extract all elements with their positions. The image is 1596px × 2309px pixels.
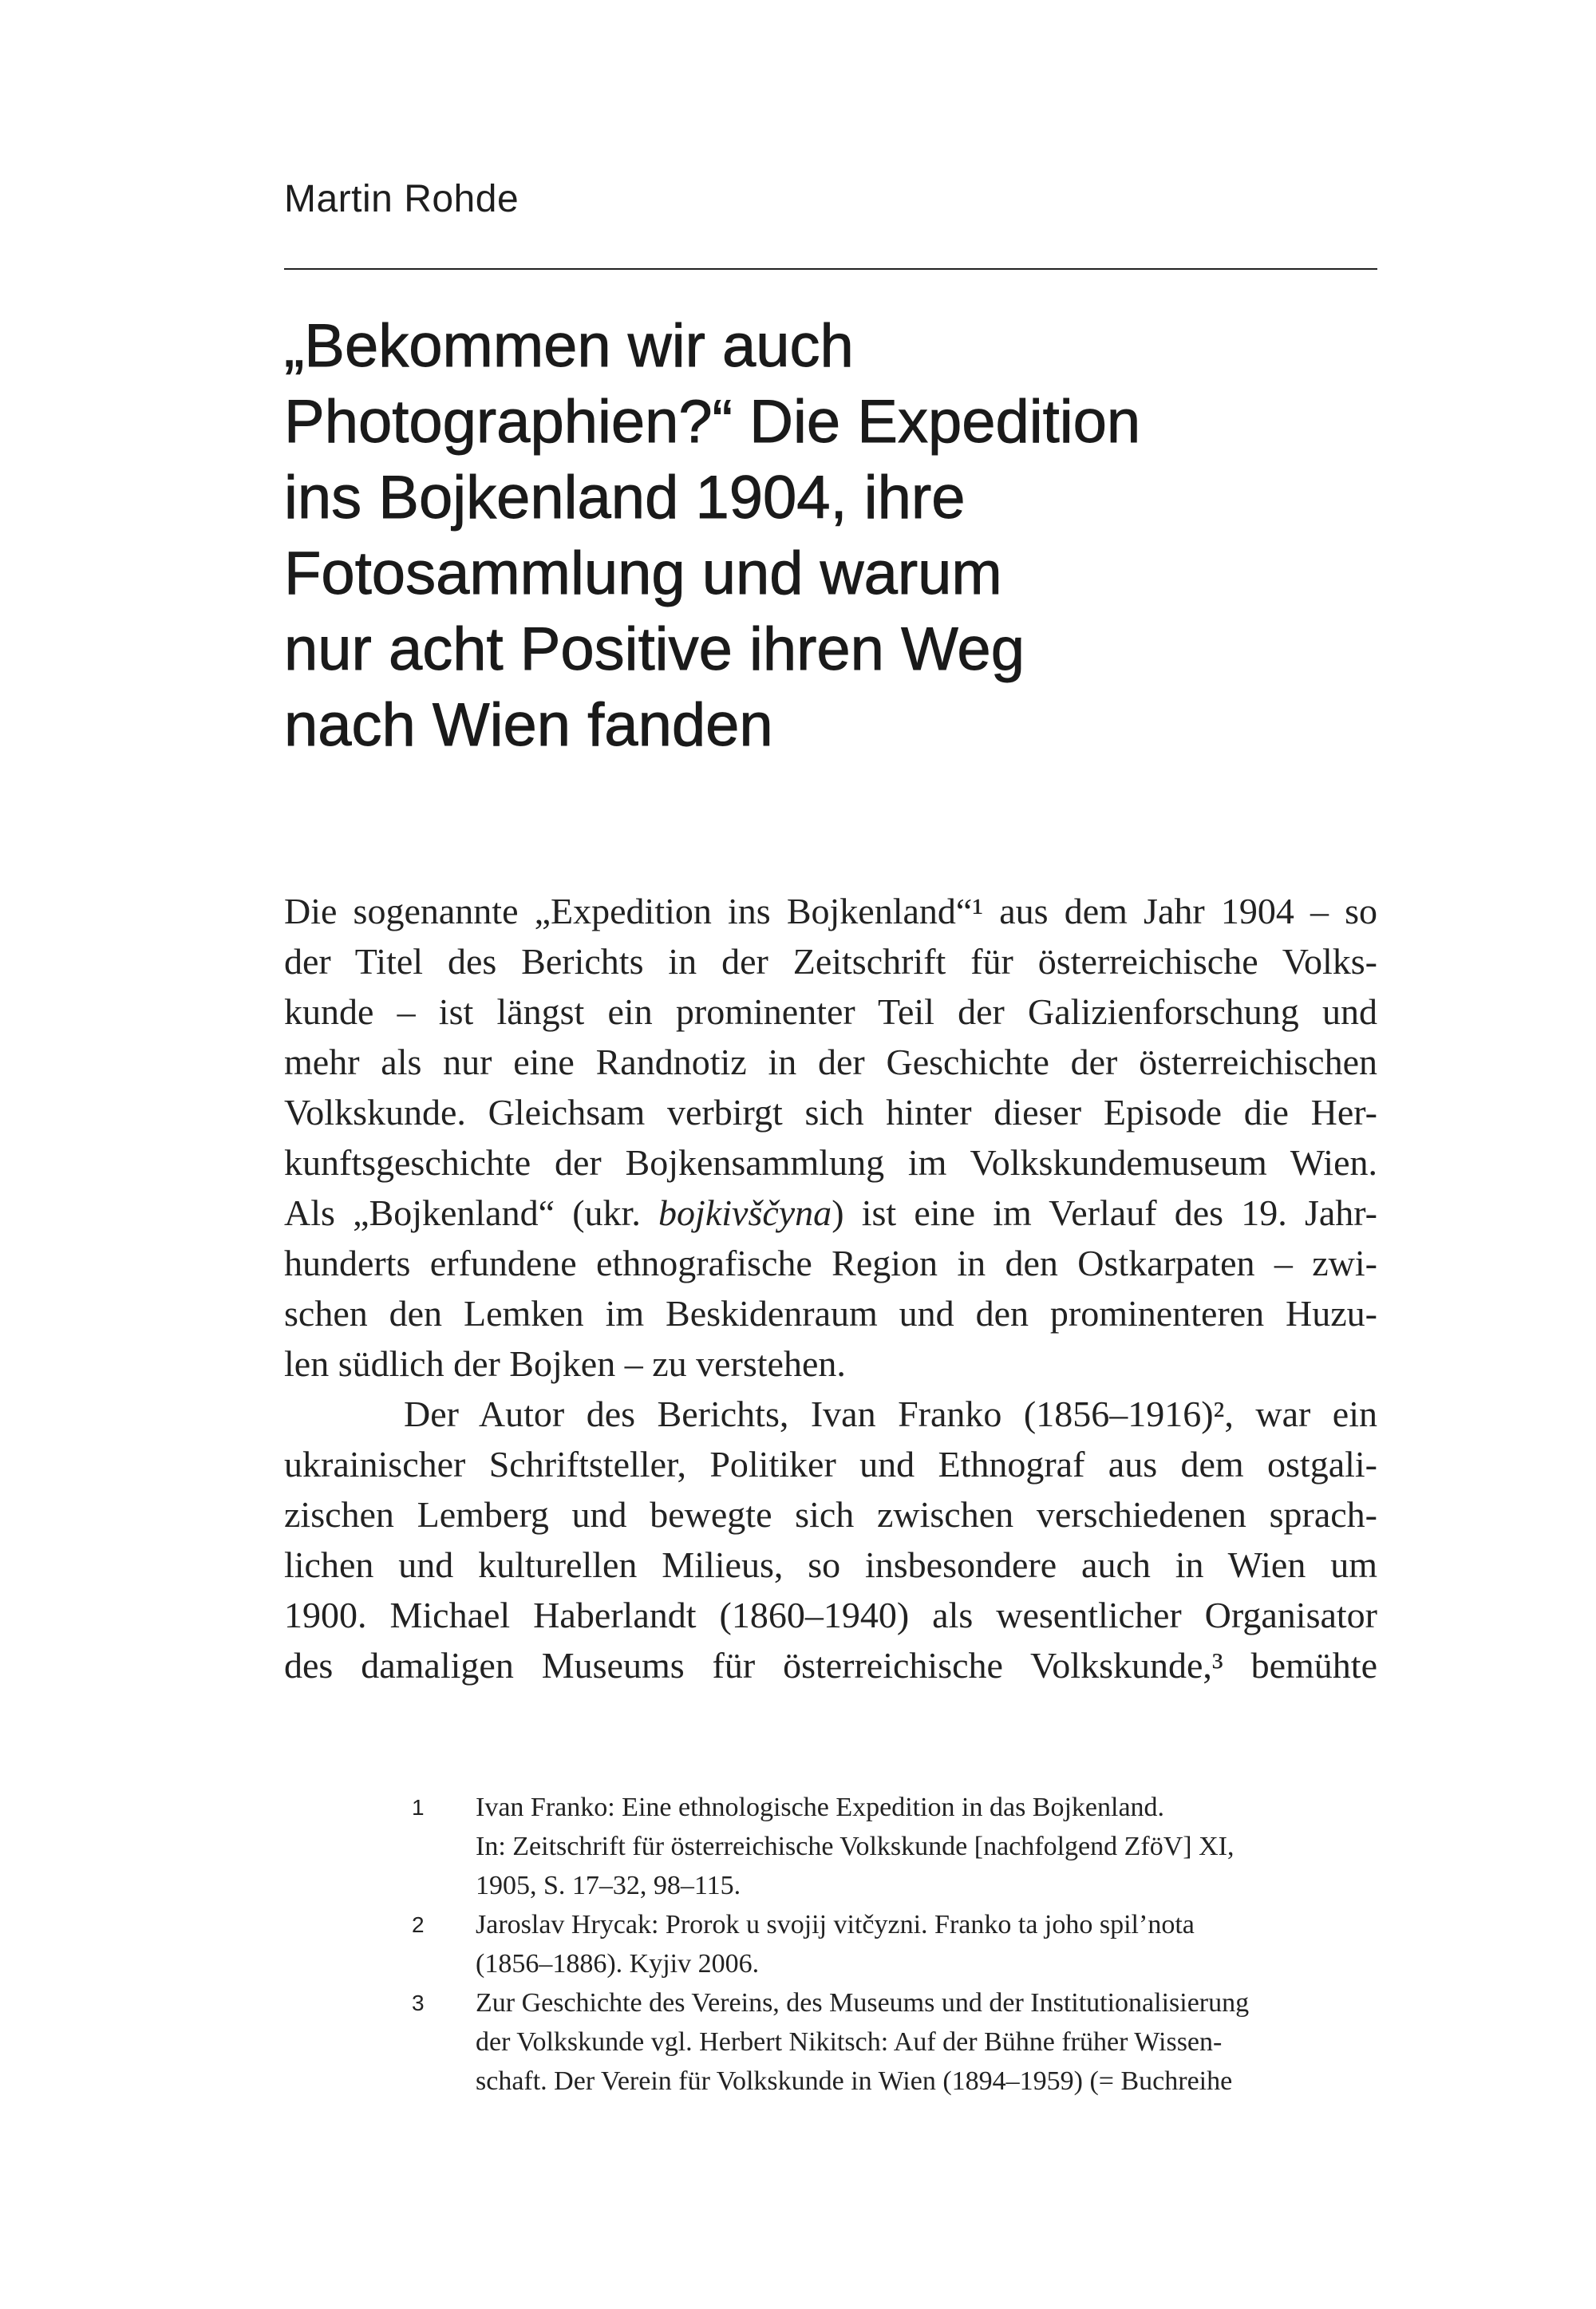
body-line: 1900. Michael Haberlandt (1860–1940) als wesentlicher Organisator (284, 1595, 1377, 1635)
body-line: der Titel des Berichts in der Zeitschrift für österreichische Volks- (284, 941, 1377, 982)
title-line: Fotosammlung und warum (284, 540, 1002, 607)
footnote-number: 1 (412, 1795, 425, 1820)
footnote-line: Ivan Franko: Eine ethnologische Expedition in das Bojkenland. (476, 1793, 1165, 1822)
body-line: zischen Lemberg und bewegte sich zwischen verschiedenen sprach- (284, 1494, 1377, 1535)
footnote-line: (1856–1886). Kyjiv 2006. (476, 1949, 760, 1979)
body-line: Der Autor des Berichts, Ivan Franko (1856–1916)², war ein (404, 1394, 1377, 1434)
body-line: des damaligen Museums für österreichische Volkskunde,³ bemühte (284, 1645, 1377, 1686)
title-line: nach Wien fanden (284, 691, 773, 759)
body-fragment: ) ist eine im Verlauf des 19. Jahr- (832, 1192, 1377, 1233)
article-title (284, 308, 1321, 763)
footnote-number: 3 (412, 1991, 425, 2015)
footnote-line: 1905, S. 17–32, 98–115. (476, 1871, 741, 1900)
body-text (284, 886, 1377, 1690)
footnote-line: Jaroslav Hrycak: Prorok u svojij vitčyzni. Franko ta joho spil’nota (476, 1910, 1195, 1939)
footnote-line: schaft. Der Verein für Volkskunde in Wien (1894–1959) (= Buchreihe (476, 2066, 1233, 2096)
header-rule (284, 268, 1377, 270)
footnote (399, 1905, 1381, 1983)
title-line: Photographien?“ Die Expedition (284, 388, 1141, 456)
body-line: hunderts erfundene ethnografische Region in den Ostkarpaten – zwi- (284, 1243, 1377, 1283)
body-line: ukrainischer Schriftsteller, Politiker und Ethnograf aus dem ostgali- (284, 1444, 1377, 1485)
body-line: len südlich der Bojken – zu verstehen. (284, 1343, 846, 1384)
title-line: ins Bojkenland 1904, ihre (284, 464, 966, 532)
body-line: mehr als nur eine Randnotiz in der Geschichte der österreichischen (284, 1042, 1377, 1082)
body-line: kunftsgeschichte der Bojkensammlung im Volkskundemuseum Wien. (284, 1142, 1377, 1183)
footnote-line: Zur Geschichte des Vereins, des Museums und der Institutionalisierung (476, 1988, 1250, 2018)
footnotes (399, 1788, 1381, 2101)
footnote (399, 1788, 1381, 1905)
title-line: nur acht Positive ihren Weg (284, 615, 1025, 683)
body-fragment: Als „Bojkenland“ (ukr. (284, 1192, 659, 1233)
italic-term: bojkivščyna (658, 1192, 832, 1233)
title-line: „Bekommen wir auch (284, 312, 854, 380)
footnote (399, 1983, 1381, 2101)
footnote-line: der Volkskunde vgl. Herbert Nikitsch: Auf der Bühne früher Wissen- (476, 2027, 1223, 2057)
body-line: lichen und kulturellen Milieus, so insbesondere auch in Wien um (284, 1544, 1377, 1585)
author-name: Martin Rohde (284, 178, 519, 220)
footnote-line: In: Zeitschrift für österreichische Volkskunde [nachfolgend ZföV] XI, (476, 1832, 1235, 1861)
body-line: kunde – ist längst ein prominenter Teil der Galizienforschung und (284, 991, 1377, 1032)
footnote-number: 2 (412, 1912, 425, 1937)
body-line: Volkskunde. Gleichsam verbirgt sich hinter dieser Episode die Her- (284, 1092, 1377, 1133)
body-line: schen den Lemken im Beskidenraum und den prominenteren Huzu- (284, 1293, 1377, 1334)
body-line (284, 1188, 1377, 1238)
body-line: Die sogenannte „Expedition ins Bojkenland“¹ aus dem Jahr 1904 – so (284, 891, 1377, 931)
